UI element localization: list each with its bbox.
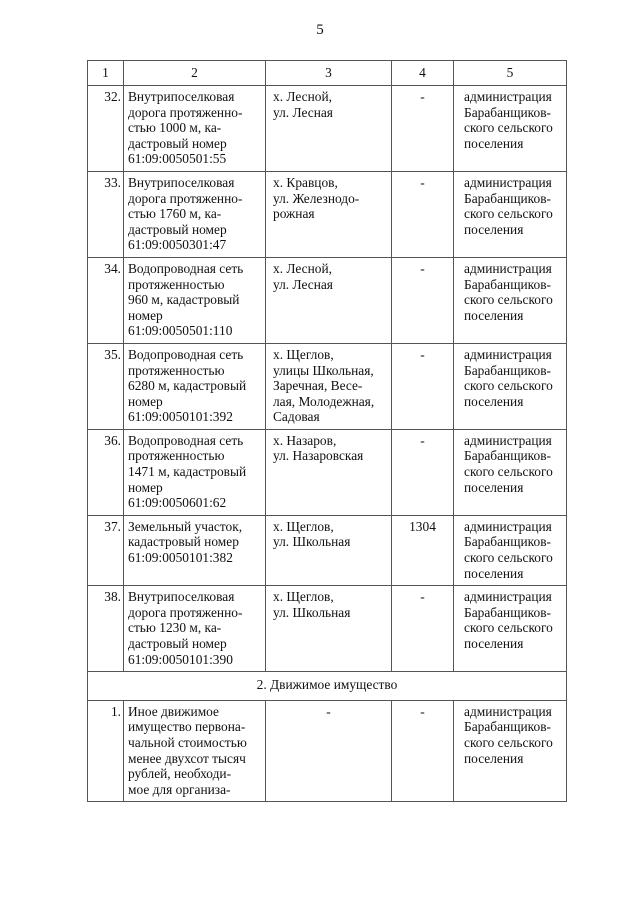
object-address: х. Назаров, ул. Назаровская bbox=[266, 429, 392, 515]
header-cell: 4 bbox=[392, 61, 454, 86]
object-area: - bbox=[392, 343, 454, 429]
table-row bbox=[88, 515, 567, 585]
header-cell: 3 bbox=[266, 61, 392, 86]
object-address: х. Кравцов, ул. Железнодо- рожная bbox=[266, 171, 392, 257]
table-row bbox=[88, 86, 567, 172]
row-number: 36. bbox=[88, 429, 124, 515]
object-address: х. Щеглов, ул. Школьная bbox=[266, 586, 392, 672]
object-address: х. Лесной, ул. Лесная bbox=[266, 257, 392, 343]
object-owner: администрация Барабанщиков- ского сельского поселения bbox=[454, 515, 567, 585]
section-title: 2. Движимое имущество bbox=[88, 672, 567, 701]
object-area: 1304 bbox=[392, 515, 454, 585]
table-row bbox=[88, 257, 567, 343]
object-name: Водопроводная сеть протяженностью 1471 м, кадастровый номер 61:09:0050601:62 bbox=[124, 429, 266, 515]
object-area: - bbox=[392, 171, 454, 257]
object-owner: администрация Барабанщиков- ского сельского поселения bbox=[454, 343, 567, 429]
object-name: Водопроводная сеть протяженностью 6280 м, кадастровый номер 61:09:0050101:392 bbox=[124, 343, 266, 429]
header-cell: 1 bbox=[88, 61, 124, 86]
section-row bbox=[88, 672, 567, 701]
table-row bbox=[88, 586, 567, 672]
object-name: Внутрипоселковая дорога протяженно- стью 1000 м, ка- дастровый номер 61:09:0050501:55 bbox=[124, 86, 266, 172]
object-name: Внутрипоселковая дорога протяженно- стью 1230 м, ка- дастровый номер 61:09:0050101:390 bbox=[124, 586, 266, 672]
object-owner: администрация Барабанщиков- ского сельского поселения bbox=[454, 171, 567, 257]
object-area: - bbox=[392, 700, 454, 802]
object-area: - bbox=[392, 429, 454, 515]
table-row bbox=[88, 171, 567, 257]
page-number: 5 bbox=[316, 22, 324, 38]
object-owner: администрация Барабанщиков- ского сельского поселения bbox=[454, 586, 567, 672]
object-owner: администрация Барабанщиков- ского сельского поселения bbox=[454, 700, 567, 802]
object-address: х. Щеглов, улицы Школьная, Заречная, Весе- лая, Молодежная, Садовая bbox=[266, 343, 392, 429]
object-address: х. Щеглов, ул. Школьная bbox=[266, 515, 392, 585]
row-number: 38. bbox=[88, 586, 124, 672]
object-name: Земельный участок, кадастровый номер 61:09:0050101:382 bbox=[124, 515, 266, 585]
table-row bbox=[88, 429, 567, 515]
object-owner: администрация Барабанщиков- ского сельского поселения bbox=[454, 257, 567, 343]
object-area: - bbox=[392, 86, 454, 172]
row-number: 37. bbox=[88, 515, 124, 585]
row-number: 33. bbox=[88, 171, 124, 257]
row-number: 35. bbox=[88, 343, 124, 429]
object-name: Внутрипоселковая дорога протяженно- стью 1760 м, ка- дастровый номер 61:09:0050301:47 bbox=[124, 171, 266, 257]
object-owner: администрация Барабанщиков- ского сельского поселения bbox=[454, 429, 567, 515]
row-number: 32. bbox=[88, 86, 124, 172]
object-name: Иное движимое имущество первона- чальной стоимостью менее двухсот тысяч рублей, необходи- мое для организа- bbox=[124, 700, 266, 802]
object-name: Водопроводная сеть протяженностью 960 м, кадастровый номер 61:09:0050501:110 bbox=[124, 257, 266, 343]
object-area: - bbox=[392, 257, 454, 343]
header-cell: 2 bbox=[124, 61, 266, 86]
property-table bbox=[87, 60, 567, 802]
object-owner: администрация Барабанщиков- ского сельского поселения bbox=[454, 86, 567, 172]
row-number: 1. bbox=[88, 700, 124, 802]
header-cell: 5 bbox=[454, 61, 567, 86]
object-address: х. Лесной, ул. Лесная bbox=[266, 86, 392, 172]
table-row bbox=[88, 700, 567, 802]
table-row bbox=[88, 343, 567, 429]
row-number: 34. bbox=[88, 257, 124, 343]
object-address: - bbox=[266, 700, 392, 802]
table-header-row bbox=[88, 61, 567, 86]
object-area: - bbox=[392, 586, 454, 672]
